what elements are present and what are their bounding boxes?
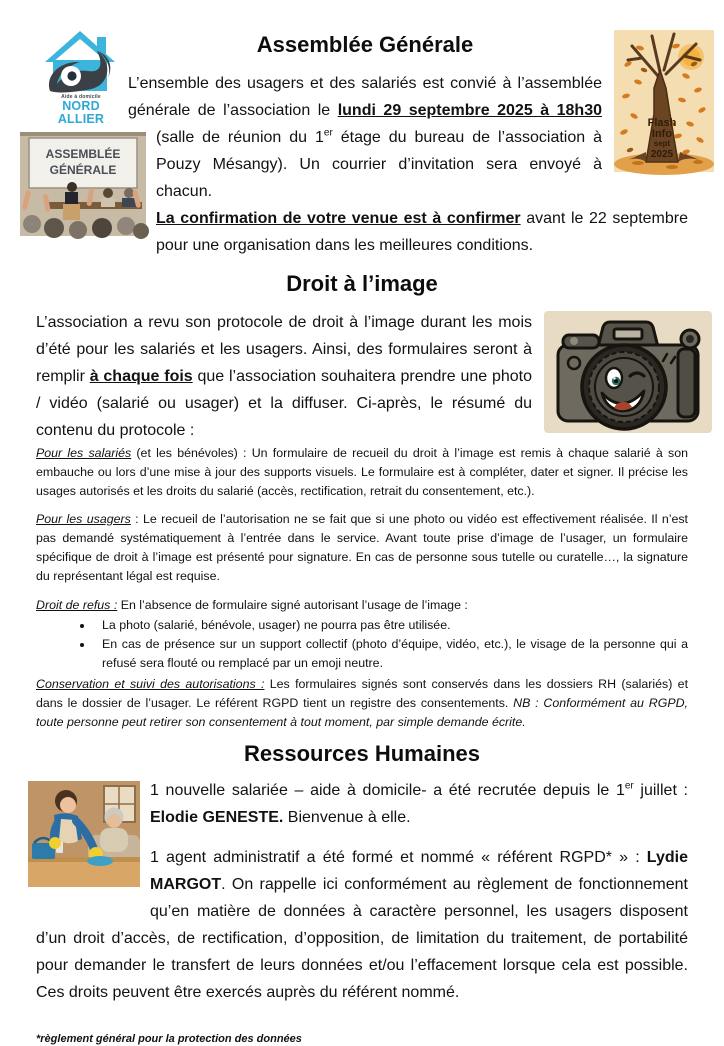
usagers-paragraph: Pour les usagers : Le recueil de l’autorisation ne se fait que si une photo ou vidéo est effectivement réalisée. Il n’est pas demandé systématiquement à l’entrée dans le service. Avant toute prise d’image de l’usager, un formulaire spécifique de droit à l’image est présenté pour signature. En cas de personne sous tutelle ou curatelle…, la signature du représentant légal est requise.: [36, 512, 688, 583]
rh-paragraph-1: 1 nouvelle salariée – aide à domicile- a été recrutée depuis le 1er juillet : Elodie GENESTE. Bienvenue à elle.: [150, 780, 688, 826]
assemblee-paragraph-1: L’ensemble des usagers et des salariés est convié à l’assemblée générale de l’association le lundi 29 septembre 2025 à 18h30 (salle de réunion du 1er étage du bureau de l’association à Pouzy Mésangy). Un courrier d’invitation sera envoyé à chacun.: [128, 75, 603, 200]
refus-lead: Droit de refus :: [36, 598, 118, 612]
rh-paragraph-2: 1 agent administratif a été formé et nommé « référent RGPD* » : Lydie MARGOT. On rappelle ici conformément au règlement de fonctionnement qu’en matière de données à caractère personnel, les usagers disposent d’un droit d’accès, de rectification, d’opposition, de limitation du traitement, de portabilité pour demander le transfert de leurs données et/ou l’effacement lorsque cela est possible. Ces droits peuvent être exercés auprès du référent nommé.: [36, 849, 688, 1001]
house-icon: [40, 30, 120, 94]
flash-info-illustration: [614, 30, 714, 172]
flash-badge-line3: sept: [653, 139, 671, 148]
section-assemblee: [36, 30, 688, 259]
salaries-paragraph: Pour les salariés (et les bénévoles) : Un formulaire de recueil du droit à l’image est remis à chaque salarié à son embauche ou lors d’une mise à jour des supports visuels. Le formulaire est à compléter, dater et signer. Il précise les usages autorisés et les droits du salarié (accès, rectification, retrait du consentement, etc.).: [36, 446, 689, 498]
rgpd-referent-name: Lydie MARGOT: [150, 849, 688, 893]
section-ressources-humaines: [36, 739, 688, 1046]
meeting-date-emphasis: lundi 29 septembre 2025 à 18h30: [337, 102, 603, 119]
autumn-tree-icon: [614, 30, 714, 172]
refus-paragraph: Droit de refus : En l’absence de formulaire signé autorisant l’usage de l’image :: [36, 598, 468, 612]
camera-illustration: [544, 311, 712, 433]
refus-bullet-1: • La photo (salarié, bénévole, usager) ne pourra pas être utilisée.: [94, 616, 688, 635]
page-title: Assemblée Générale: [256, 32, 474, 57]
flash-badge-line2: Info: [651, 128, 673, 140]
conservation-lead: Conservation et suivi des autorisations :: [36, 677, 265, 691]
salaries-lead: Pour les salariés: [36, 446, 132, 460]
general-assembly-photo-icon: [20, 132, 146, 236]
chaque-fois-emphasis: à chaque fois: [89, 368, 193, 385]
rh-heading: Ressources Humaines: [244, 741, 480, 766]
flash-badge-line4: 2025: [650, 149, 674, 160]
home-help-photo-icon: [28, 781, 140, 887]
screen-caption-line1: ASSEMBLÉE: [45, 147, 121, 161]
droit-image-heading: Droit à l’image: [286, 271, 438, 296]
refus-bullet-list: [36, 616, 688, 673]
logo-name: NORD ALLIER: [57, 99, 105, 126]
conservation-paragraph: Conservation et suivi des autorisations : Les formulaires signés sont conservés dans les dossiers RH (salariés) et dans le dossier de l’usager. Le référent RGPD tient un registre des consentements. NB : Conformément au RGPD, toute personne peut retirer son consentement à tout moment, par simple demande écrite.: [36, 677, 689, 729]
logo-tagline: Aide à domicile: [61, 94, 101, 100]
usagers-lead: Pour les usagers: [36, 512, 131, 526]
screen-caption-line2: GÉNÉRALE: [49, 163, 117, 177]
rgpd-footnote: *règlement général pour la protection des données: [36, 1033, 302, 1045]
meeting-photo: [20, 132, 146, 236]
flash-badge-line1: Flash: [647, 117, 677, 129]
assemblee-paragraph-2: La confirmation de votre venue est à confirmer avant le 22 septembre pour une organisation dans les meilleures conditions.: [156, 210, 689, 254]
conservation-nb: NB : Conformément au RGPD, toute personne peut retirer son consentement à tout moment, par simple demande écrite.: [36, 696, 688, 729]
confirmation-emphasis: La confirmation de votre venue est à confirmer: [156, 210, 521, 227]
caregiver-photo: [28, 781, 140, 887]
new-employee-name: Elodie GENESTE.: [150, 809, 284, 826]
droit-intro-paragraph: L’association a revu son protocole de droit à l’image durant les mois d’été pour les salariés et les usagers. Ainsi, des formulaires seront à remplir à chaque fois que l’association souhaitera prendre une photo / vidéo (salarié ou usager) et la diffuser. Ci-après, le résumé du contenu du protocole :: [36, 314, 532, 439]
nord-allier-logo: [40, 30, 122, 126]
winking-camera-icon: [544, 311, 712, 433]
refus-bullet-2: • En cas de présence sur un support collectif (photo d’équipe, vidéo, etc.), le visage de la personne qui a refusé sera flouté ou remplacé par un emoji neutre.: [94, 635, 688, 673]
section-droit-image: [36, 269, 688, 732]
